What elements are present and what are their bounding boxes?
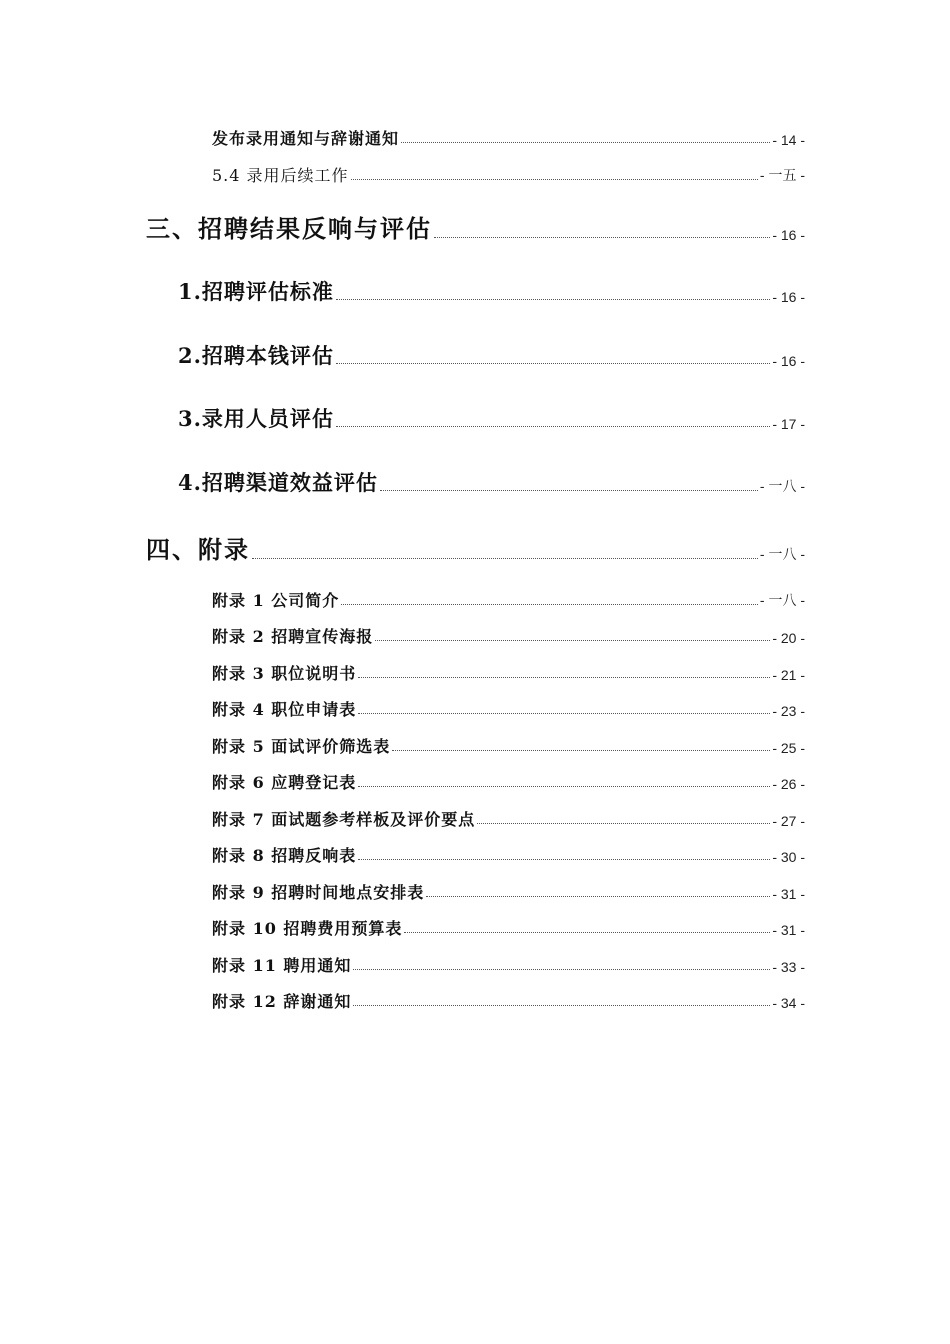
toc-entry-label: 三、招聘结果反响与评估 <box>146 214 432 243</box>
toc-entry-label: 附录 7 面试题参考样板及评价要点 <box>212 810 476 829</box>
toc-entry-page: - 17 - <box>772 416 805 432</box>
toc-entry[interactable] <box>212 624 805 647</box>
dot-leader <box>401 142 770 143</box>
toc-entry-label: 附录 2 招聘宣传海报 <box>212 627 374 646</box>
toc-entry[interactable] <box>178 403 805 433</box>
dot-leader <box>353 1005 770 1006</box>
toc-entry-label: 附录 3 职位说明书 <box>212 664 357 683</box>
toc-entry[interactable] <box>178 276 805 306</box>
toc-entry-page: - 31 - <box>772 886 805 902</box>
toc-entry-label: 附录 1 公司简介 <box>212 591 340 610</box>
dot-leader <box>358 786 770 787</box>
toc-entry-label: 附录 8 招聘反响表 <box>212 846 357 865</box>
toc-entry-page: - 26 - <box>772 776 805 792</box>
toc-entry-page: - 25 - <box>772 740 805 756</box>
toc-entry-page: - 16 - <box>772 289 805 305</box>
toc-entry-label: 附录 10 招聘费用预算表 <box>212 919 403 938</box>
toc-entry[interactable] <box>212 916 805 939</box>
toc-entry-page: - 一八 - <box>759 592 805 608</box>
toc-entry-label: 4.招聘渠道效益评估 <box>178 470 378 495</box>
toc-entry-page: - 21 - <box>772 667 805 683</box>
dot-leader <box>375 640 770 641</box>
toc-entry[interactable] <box>146 530 805 565</box>
dot-leader <box>336 363 770 364</box>
toc-entry-page: - 16 - <box>772 353 805 369</box>
dot-leader <box>252 558 758 559</box>
toc-entry-label: 1.招聘评估标准 <box>178 279 334 304</box>
toc-entry-label: 附录 9 招聘时间地点安排表 <box>212 883 425 902</box>
toc-entry-label: 3.录用人员评估 <box>178 406 334 431</box>
dot-leader <box>477 823 770 824</box>
toc-entry-page: - 一五 - <box>759 167 805 183</box>
toc-entry[interactable] <box>212 661 805 684</box>
toc-entry[interactable] <box>212 807 805 830</box>
toc-entry[interactable] <box>178 340 805 370</box>
dot-leader <box>358 713 770 714</box>
toc-entry[interactable] <box>178 467 805 497</box>
toc-entry-page: - 一八 - <box>759 546 805 562</box>
toc-entry-page: - 34 - <box>772 995 805 1011</box>
toc-entry-page: - 14 - <box>772 132 805 148</box>
dot-leader <box>336 299 770 300</box>
toc-entry-page: - 30 - <box>772 849 805 865</box>
toc-entry-page: - 16 - <box>772 227 805 243</box>
toc-entry-label: 附录 4 职位申请表 <box>212 700 357 719</box>
toc-entry[interactable] <box>212 953 805 976</box>
toc-entry-label: 附录 5 面试评价筛选表 <box>212 737 391 756</box>
toc-entry-page: - 33 - <box>772 959 805 975</box>
dot-leader <box>358 859 770 860</box>
toc-entry-page: - 31 - <box>772 922 805 938</box>
toc-entry-page: - 23 - <box>772 703 805 719</box>
toc-entry-label: 5.4 录用后续工作 <box>212 166 349 185</box>
toc-entry[interactable] <box>212 588 805 611</box>
toc-entry[interactable] <box>212 880 805 903</box>
toc-entry-label: 附录 11 聘用通知 <box>212 956 352 975</box>
dot-leader <box>380 490 758 491</box>
toc-entry[interactable] <box>146 209 805 244</box>
toc-entry[interactable] <box>212 163 805 186</box>
toc-entry-label: 2.招聘本钱评估 <box>178 343 334 368</box>
dot-leader <box>358 677 770 678</box>
dot-leader <box>336 426 770 427</box>
toc-entry-label: 附录 6 应聘登记表 <box>212 773 357 792</box>
dot-leader <box>353 969 770 970</box>
toc-entry[interactable] <box>212 126 805 149</box>
toc-entry-page: - 27 - <box>772 813 805 829</box>
toc-entry[interactable] <box>212 843 805 866</box>
dot-leader <box>392 750 770 751</box>
dot-leader <box>434 237 770 238</box>
toc-entry-page: - 一八 - <box>759 478 805 494</box>
toc-entry-label: 发布录用通知与辞谢通知 <box>212 129 400 148</box>
dot-leader <box>426 896 770 897</box>
dot-leader <box>351 179 758 180</box>
toc-entry-label: 附录 12 辞谢通知 <box>212 992 352 1011</box>
toc-entry-label: 四、附录 <box>146 535 250 564</box>
toc-entry[interactable] <box>212 770 805 793</box>
toc-entry[interactable] <box>212 734 805 757</box>
dot-leader <box>404 932 770 933</box>
dot-leader <box>341 604 758 605</box>
toc-entry[interactable] <box>212 697 805 720</box>
toc-entry-page: - 20 - <box>772 630 805 646</box>
toc-entry[interactable] <box>212 989 805 1012</box>
